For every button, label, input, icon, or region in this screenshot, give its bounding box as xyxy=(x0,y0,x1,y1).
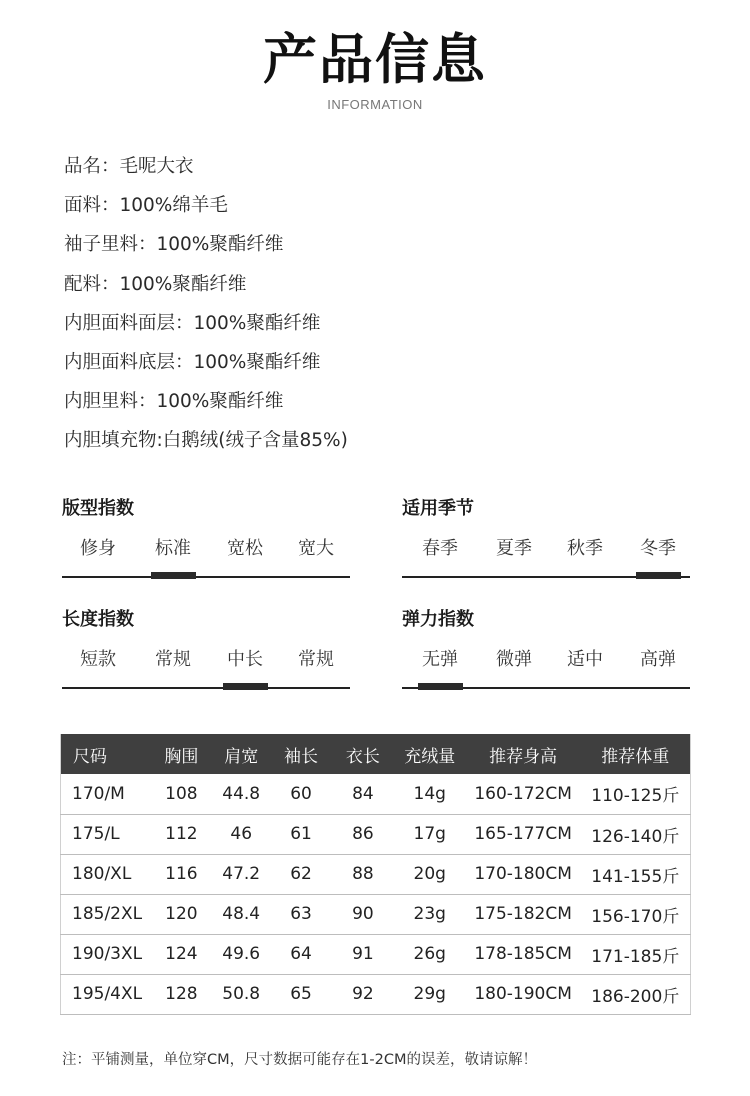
elasticity-selected-marker xyxy=(418,683,463,690)
header-size: 尺码 xyxy=(61,734,151,774)
cell-height: 180-190CM xyxy=(466,974,581,1014)
cell-sleeve: 64 xyxy=(270,934,332,974)
cell-height: 165-177CM xyxy=(466,814,581,854)
cell-weight: 171-185斤 xyxy=(581,934,691,974)
fit-selected-marker xyxy=(151,572,196,579)
info-name: 品名：毛呢大衣 xyxy=(64,156,194,177)
elasticity-option-none: 无弹 xyxy=(422,649,458,670)
header-height: 推荐身高 xyxy=(466,734,581,774)
elasticity-option-moderate: 适中 xyxy=(567,649,603,670)
cell-down-fill: 20g xyxy=(394,854,466,894)
cell-shoulder: 47.2 xyxy=(212,854,270,894)
cell-height: 160-172CM xyxy=(466,774,581,814)
fit-option-loose: 宽松 xyxy=(227,538,263,559)
cell-length: 90 xyxy=(332,894,394,934)
fit-scale-line xyxy=(62,576,350,578)
cell-length: 86 xyxy=(332,814,394,854)
header-shoulder: 肩宽 xyxy=(212,734,270,774)
cell-chest: 124 xyxy=(150,934,212,974)
cell-size: 190/3XL xyxy=(61,934,151,974)
table-row xyxy=(61,814,691,854)
cell-chest: 112 xyxy=(150,814,212,854)
cell-sleeve: 63 xyxy=(270,894,332,934)
cell-down-fill: 14g xyxy=(394,774,466,814)
cell-weight: 110-125斤 xyxy=(581,774,691,814)
season-option-autumn: 秋季 xyxy=(567,538,603,559)
cell-weight: 186-200斤 xyxy=(581,974,691,1014)
cell-size: 180/XL xyxy=(61,854,151,894)
info-inner-lining: 内胆里料：100%聚酯纤维 xyxy=(64,391,284,413)
header-down-fill: 充绒量 xyxy=(394,734,466,774)
fit-option-slim: 修身 xyxy=(80,538,116,559)
length-option-regular-2: 常规 xyxy=(298,649,334,670)
table-row xyxy=(61,854,691,894)
cell-chest: 108 xyxy=(150,774,212,814)
cell-weight: 141-155斤 xyxy=(581,854,691,894)
fit-index xyxy=(62,496,352,570)
cell-weight: 126-140斤 xyxy=(581,814,691,854)
length-index-title: 长度指数 xyxy=(62,609,134,630)
cell-chest: 116 xyxy=(150,854,212,894)
cell-down-fill: 29g xyxy=(394,974,466,1014)
season-index xyxy=(402,496,692,570)
cell-sleeve: 60 xyxy=(270,774,332,814)
cell-shoulder: 44.8 xyxy=(212,774,270,814)
cell-down-fill: 26g xyxy=(394,934,466,974)
elasticity-index xyxy=(402,607,692,681)
cell-down-fill: 17g xyxy=(394,814,466,854)
fit-index-scale xyxy=(62,538,352,570)
length-index xyxy=(62,607,352,681)
fit-option-oversize: 宽大 xyxy=(298,538,334,559)
cell-sleeve: 65 xyxy=(270,974,332,1014)
header-chest: 胸围 xyxy=(150,734,212,774)
cell-height: 170-180CM xyxy=(466,854,581,894)
cell-shoulder: 50.8 xyxy=(212,974,270,1014)
cell-chest: 128 xyxy=(150,974,212,1014)
page-subtitle: INFORMATION xyxy=(327,97,423,112)
cell-length: 92 xyxy=(332,974,394,1014)
header-sleeve: 袖长 xyxy=(270,734,332,774)
cell-shoulder: 46 xyxy=(212,814,270,854)
season-option-summer: 夏季 xyxy=(496,538,532,559)
length-selected-marker xyxy=(223,683,268,690)
table-row xyxy=(61,934,691,974)
table-row xyxy=(61,774,691,814)
cell-size: 175/L xyxy=(61,814,151,854)
season-option-spring: 春季 xyxy=(422,538,458,559)
season-index-title: 适用季节 xyxy=(402,498,474,519)
season-option-winter: 冬季 xyxy=(640,538,676,559)
table-row xyxy=(61,894,691,934)
fit-option-standard: 标准 xyxy=(155,538,191,559)
elasticity-option-high: 高弹 xyxy=(640,649,676,670)
season-selected-marker xyxy=(636,572,681,579)
cell-height: 175-182CM xyxy=(466,894,581,934)
cell-length: 84 xyxy=(332,774,394,814)
cell-chest: 120 xyxy=(150,894,212,934)
fit-index-title: 版型指数 xyxy=(62,498,134,519)
info-filling: 内胆填充物:白鹅绒(绒子含量85%) xyxy=(64,430,348,452)
header-length: 衣长 xyxy=(332,734,394,774)
cell-shoulder: 49.6 xyxy=(212,934,270,974)
elasticity-index-scale xyxy=(402,649,692,681)
cell-weight: 156-170斤 xyxy=(581,894,691,934)
elasticity-option-slight: 微弹 xyxy=(496,649,532,670)
info-sleeve-lining: 袖子里料：100%聚酯纤维 xyxy=(64,234,284,256)
cell-height: 178-185CM xyxy=(466,934,581,974)
cell-shoulder: 48.4 xyxy=(212,894,270,934)
cell-sleeve: 61 xyxy=(270,814,332,854)
measurement-note: 注：平铺测量，单位穿CM，尺寸数据可能存在1-2CM的误差，敬请谅解！ xyxy=(62,1052,537,1068)
length-index-scale xyxy=(62,649,352,681)
length-option-regular: 常规 xyxy=(155,649,191,670)
info-fabric: 面料：100%绵羊毛 xyxy=(64,195,228,217)
info-trim: 配料：100%聚酯纤维 xyxy=(64,273,247,295)
cell-sleeve: 62 xyxy=(270,854,332,894)
cell-size: 185/2XL xyxy=(61,894,151,934)
elasticity-index-title: 弹力指数 xyxy=(402,609,474,630)
cell-down-fill: 23g xyxy=(394,894,466,934)
cell-size: 170/M xyxy=(61,774,151,814)
size-table-header xyxy=(61,734,691,774)
cell-length: 91 xyxy=(332,934,394,974)
length-option-short: 短款 xyxy=(80,649,116,670)
header-weight: 推荐体重 xyxy=(581,734,691,774)
info-inner-face: 内胆面料面层：100%聚酯纤维 xyxy=(64,312,321,334)
size-table xyxy=(60,734,691,1015)
product-info-list xyxy=(64,152,348,466)
length-option-medium-long: 中长 xyxy=(227,649,263,670)
cell-size: 195/4XL xyxy=(61,974,151,1014)
info-inner-base: 内胆面料底层：100%聚酯纤维 xyxy=(64,351,321,373)
cell-length: 88 xyxy=(332,854,394,894)
page-title: 产品信息 xyxy=(263,28,487,91)
table-row xyxy=(61,974,691,1014)
length-scale-line xyxy=(62,687,350,689)
season-index-scale xyxy=(402,538,692,570)
